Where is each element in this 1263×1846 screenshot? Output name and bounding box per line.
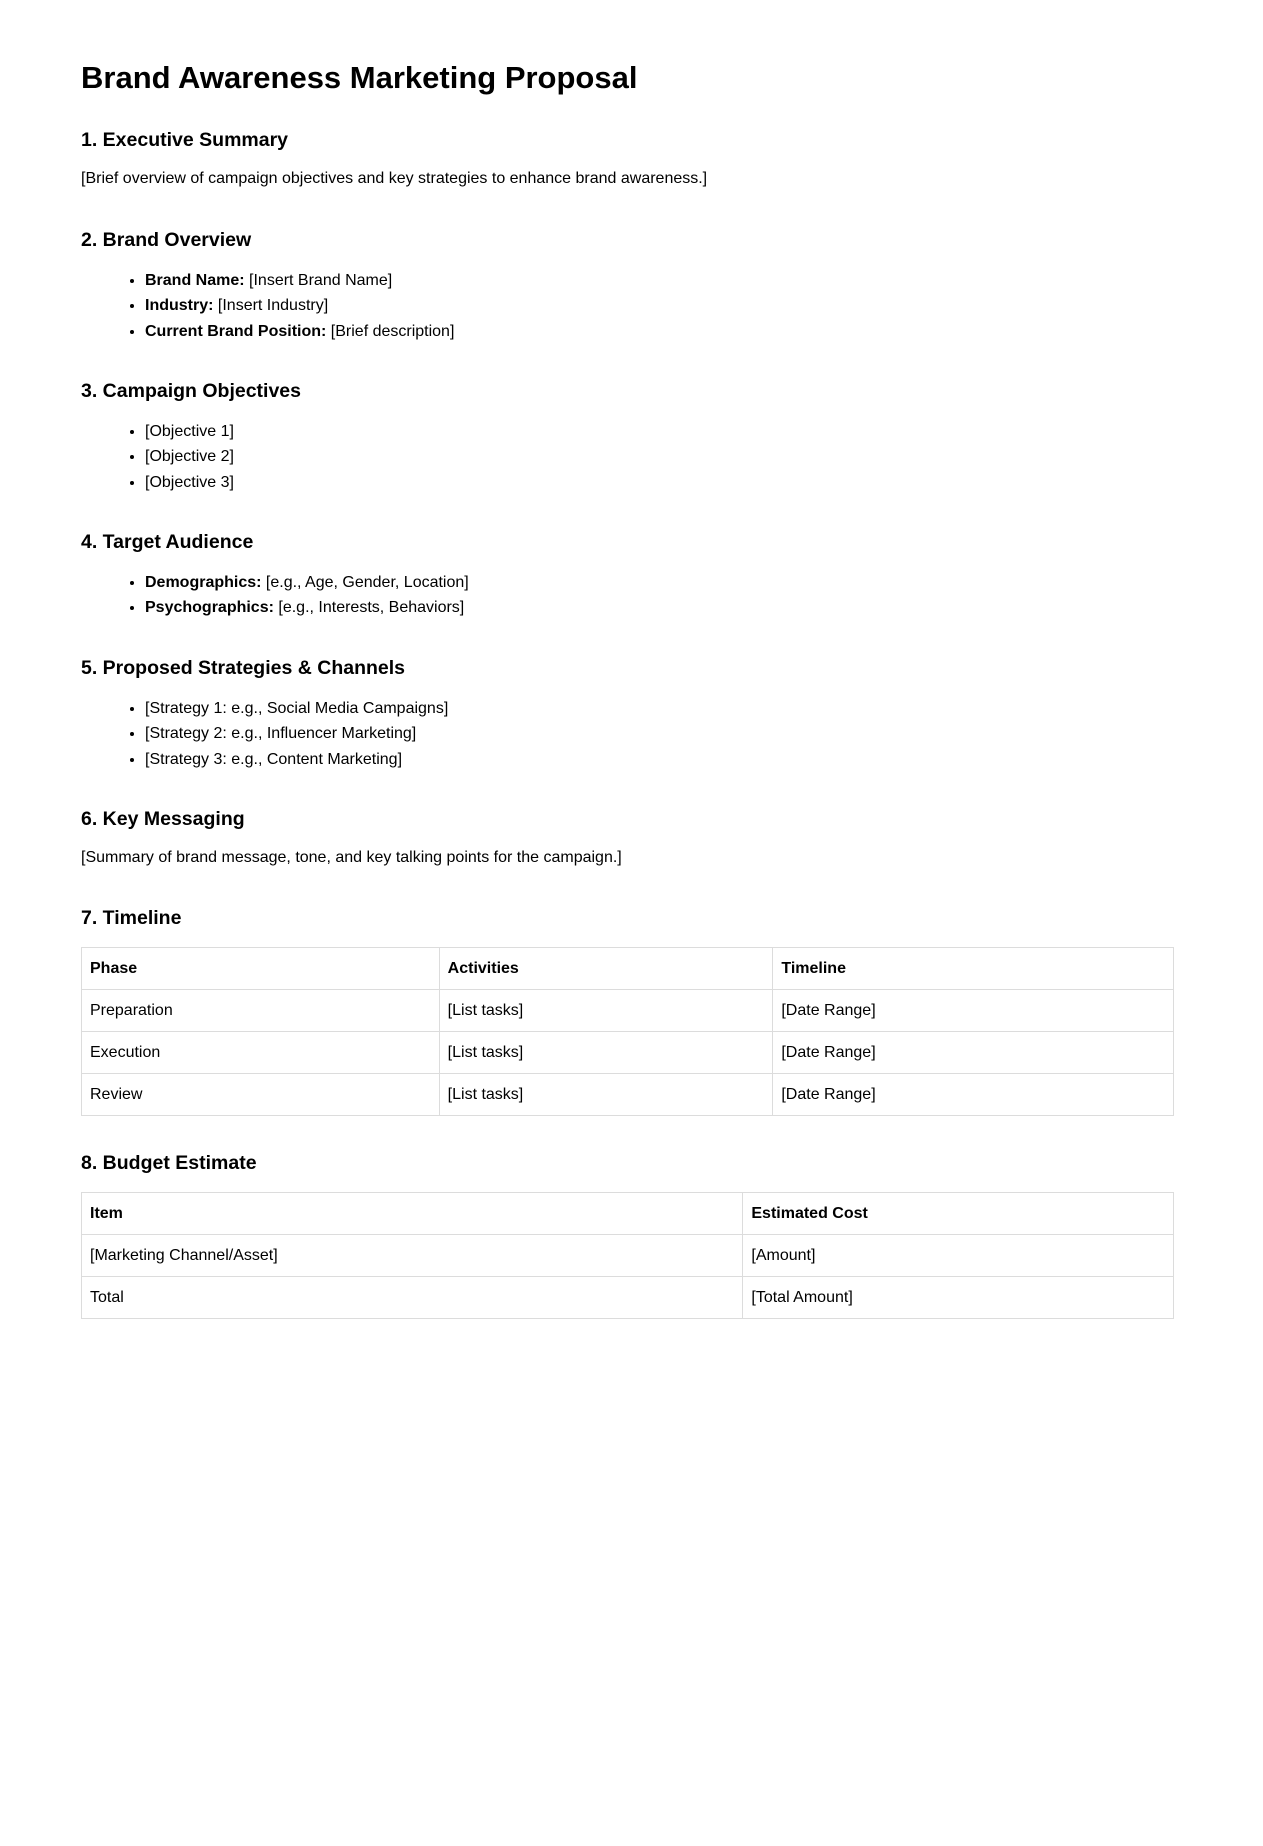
table-row — [82, 1074, 1174, 1116]
section-heading: 2. Brand Overview — [81, 229, 252, 251]
section-heading: 5. Proposed Strategies & Channels — [81, 657, 406, 679]
section-heading: 8. Budget Estimate — [81, 1152, 257, 1174]
list-item — [145, 319, 1174, 344]
table-cell: [Amount] — [743, 1235, 1174, 1277]
section-target-audience — [81, 530, 1174, 621]
table-cell: [Date Range] — [773, 1032, 1174, 1074]
section-text: [Brief overview of campaign objectives and key strategies to enhance brand awareness.] — [81, 170, 708, 187]
list-item: • [Objective 1] — [145, 419, 1174, 444]
table-cell: Review — [82, 1074, 440, 1116]
document-title: Brand Awareness Marketing Proposal — [81, 60, 638, 95]
list-item — [145, 268, 1174, 293]
table-cell: [Date Range] — [773, 990, 1174, 1032]
section-strategies — [81, 656, 1174, 772]
section-heading: 7. Timeline — [81, 907, 182, 929]
table-cell: [List tasks] — [439, 1074, 773, 1116]
column-header: Estimated Cost — [743, 1193, 1174, 1235]
list-item: • [Strategy 1: e.g., Social Media Campaigns] — [145, 696, 1174, 721]
item-value: [Insert Industry] — [213, 297, 329, 315]
table-cell: [List tasks] — [439, 1032, 773, 1074]
list-item: • [Objective 3] — [145, 470, 1174, 495]
section-budget — [81, 1151, 1174, 1319]
list-item: • [Objective 2] — [145, 444, 1174, 469]
list-item — [145, 570, 1174, 595]
list-item — [145, 595, 1174, 620]
item-value: [Brief description] — [326, 322, 455, 340]
table-row — [82, 1032, 1174, 1074]
table-cell: Total — [82, 1277, 743, 1319]
item-value: [e.g., Age, Gender, Location] — [261, 574, 469, 591]
section-heading: 4. Target Audience — [81, 531, 254, 553]
section-heading: 1. Executive Summary — [81, 129, 289, 151]
section-timeline — [81, 906, 1174, 1116]
list-item: • [Strategy 2: e.g., Influencer Marketing] — [145, 721, 1174, 746]
audience-list — [81, 570, 1174, 621]
list-item — [145, 293, 1174, 318]
table-cell: Execution — [82, 1032, 440, 1074]
table-row — [82, 1235, 1174, 1277]
item-label: Current Brand Position: — [145, 322, 327, 340]
table-row — [82, 1277, 1174, 1319]
section-heading: 6. Key Messaging — [81, 808, 245, 830]
budget-table — [81, 1192, 1174, 1319]
timeline-table — [81, 947, 1174, 1116]
document-page — [81, 0, 1174, 1306]
section-key-messaging — [81, 807, 1174, 868]
column-header: Timeline — [773, 948, 1174, 990]
item-value: [Insert Brand Name] — [244, 272, 393, 289]
table-cell: Preparation — [82, 990, 440, 1032]
section-brand-overview — [81, 228, 1174, 344]
table-cell: [Date Range] — [773, 1074, 1174, 1116]
table-header-row — [82, 1193, 1174, 1235]
table-cell: [Total Amount] — [743, 1277, 1174, 1319]
column-header: Phase — [82, 948, 440, 990]
table-cell: [Marketing Channel/Asset] — [82, 1235, 743, 1277]
column-header: Activities — [439, 948, 773, 990]
item-label: Industry: — [145, 297, 214, 315]
brand-overview-list — [81, 268, 1174, 344]
section-heading: 3. Campaign Objectives — [81, 380, 301, 402]
table-header-row — [82, 948, 1174, 990]
table-row — [82, 990, 1174, 1032]
item-label: Demographics: — [145, 574, 262, 591]
item-value: [e.g., Interests, Behaviors] — [273, 599, 465, 617]
item-label: Psychographics: — [145, 599, 274, 617]
strategies-list — [81, 696, 1174, 772]
section-executive-summary — [81, 128, 1174, 189]
item-label: Brand Name: — [145, 272, 245, 289]
list-item: • [Strategy 3: e.g., Content Marketing] — [145, 747, 1174, 772]
section-text: [Summary of brand message, tone, and key talking points for the campaign.] — [81, 849, 622, 866]
column-header: Item — [82, 1193, 743, 1235]
table-cell: [List tasks] — [439, 990, 773, 1032]
objectives-list — [81, 419, 1174, 495]
section-campaign-objectives — [81, 379, 1174, 495]
